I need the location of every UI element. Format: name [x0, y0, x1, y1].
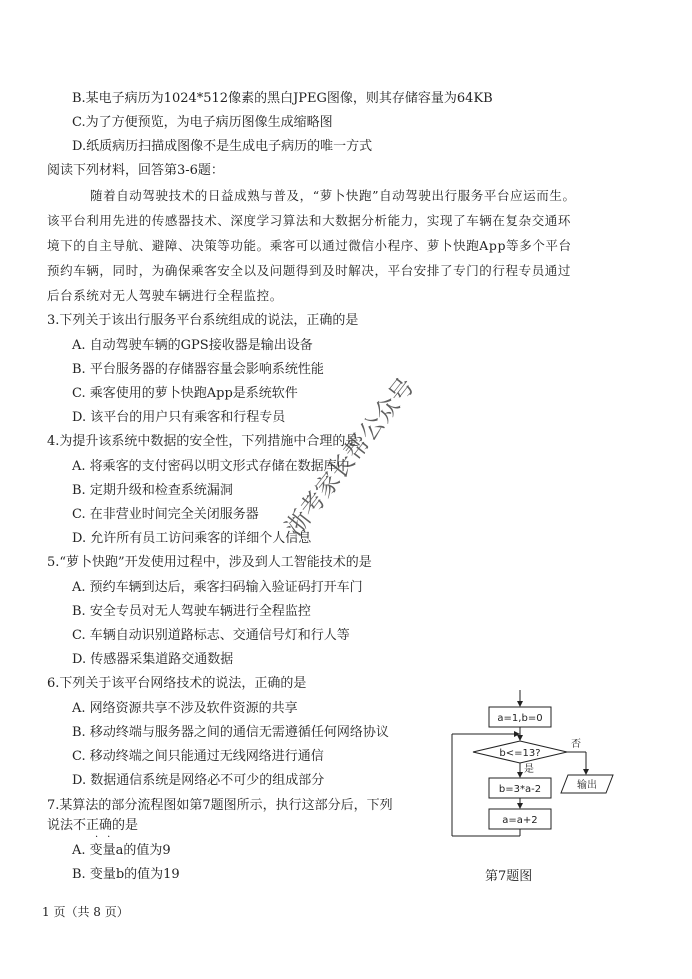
flowchart-init: a=1,b=0 — [497, 713, 543, 724]
q5-option-d: D. 传感器采集道路交通数据 — [72, 652, 234, 667]
figure-caption: 第7题图 — [485, 869, 533, 884]
reading-intro: 阅读下列材料，回答第3-6题： — [47, 163, 224, 178]
passage-line: 预约车辆，同时，为确保乘客安全以及问题得到及时解决，平台安排了专门的行程专员通过 — [47, 263, 572, 278]
q6-option-b: B. 移动终端与服务器之间的通信无需遵循任何网络协议 — [72, 725, 389, 740]
q3-stem: 3.下列关于该出行服务平台系统组成的说法，正确的是 — [47, 313, 359, 328]
passage-line: 境下的自主导航、避障、决策等功能。乘客可以通过微信小程序、萝卜快跑App等多个平台 — [47, 238, 572, 253]
q4-option-c: C. 在非营业时间完全关闭服务器 — [72, 507, 259, 522]
q7-stem-cont: 说法不正确的是 — [47, 818, 139, 833]
flowchart — [440, 682, 640, 842]
passage-line: 随着自动驾驶技术的日益成熟与普及，“萝卜快跑”自动驾驶出行服务平台应运而生。 — [90, 188, 576, 203]
flowchart-step1: b=3*a-2 — [498, 784, 542, 795]
page-footer: 1 页（共 8 页） — [42, 905, 129, 919]
q3-option-b: B. 平台服务器的存储器容量会影响系统性能 — [72, 362, 324, 377]
flowchart-output: 输出 — [577, 780, 597, 791]
passage-line: 该平台利用先进的传感器技术、深度学习算法和大数据分析能力，实现了车辆在复杂交通环 — [47, 213, 572, 228]
q4-option-a: A. 将乘客的支付密码以明文形式存储在数据库中 — [72, 459, 350, 474]
flowchart-condition: b<=13? — [499, 748, 541, 759]
q3-option-a: A. 自动驾驶车辆的GPS接收器是输出设备 — [72, 338, 313, 353]
q4-stem: 4.为提升该系统中数据的安全性，下列措施中合理的是 — [47, 434, 359, 449]
q5-stem: 5.“萝卜快跑”开发使用过程中，涉及到人工智能技术的是 — [47, 555, 372, 570]
q7-option-b: B. 变量b的值为19 — [72, 867, 180, 882]
option-2c: C.为了方便预览，为电子病历图像生成缩略图 — [72, 115, 333, 130]
passage-line: 后台系统对无人驾驶车辆进行全程监控。 — [47, 288, 283, 303]
option-2d: D.纸质病历扫描成图像不是生成电子病历的唯一方式 — [72, 139, 373, 154]
q3-option-c: C. 乘客使用的萝卜快跑App是系统软件 — [72, 386, 298, 401]
q4-option-b: B. 定期升级和检查系统漏洞 — [72, 483, 233, 498]
q5-option-a: A. 预约车辆到达后，乘客扫码输入验证码打开车门 — [72, 580, 363, 595]
q6-option-a: A. 网络资源共享不涉及软件资源的共享 — [72, 701, 298, 716]
q4-option-d: D. 允许所有员工访问乘客的详细个人信息 — [72, 531, 312, 546]
q6-option-c: C. 移动终端之间只能通过无线网络进行通信 — [72, 749, 324, 764]
emphasis-dots: ·· — [95, 832, 120, 843]
q6-stem: 6.下列关于该平台网络技术的说法，正确的是 — [47, 676, 307, 691]
watermark: 浙考家长帮公众号 — [279, 372, 420, 541]
option-2b: B.某电子病历为1024*512像素的黑白JPEG图像，则其存储容量为64KB — [72, 91, 493, 106]
flowchart-no-label: 否 — [571, 739, 581, 750]
flowchart-step2: a=a+2 — [502, 815, 538, 826]
flowchart-yes-label: 是 — [524, 764, 534, 775]
q7-stem: 7.某算法的部分流程图如第7题图所示，执行这部分后，下列 — [47, 798, 393, 813]
q5-option-b: B. 安全专员对无人驾驶车辆进行全程监控 — [72, 604, 311, 619]
q5-option-c: C. 车辆自动识别道路标志、交通信号灯和行人等 — [72, 628, 350, 643]
q7-option-a: A. 变量a的值为9 — [72, 843, 171, 858]
q3-option-d: D. 该平台的用户只有乘客和行程专员 — [72, 410, 286, 425]
q6-option-d: D. 数据通信系统是网络必不可少的组成部分 — [72, 773, 325, 788]
